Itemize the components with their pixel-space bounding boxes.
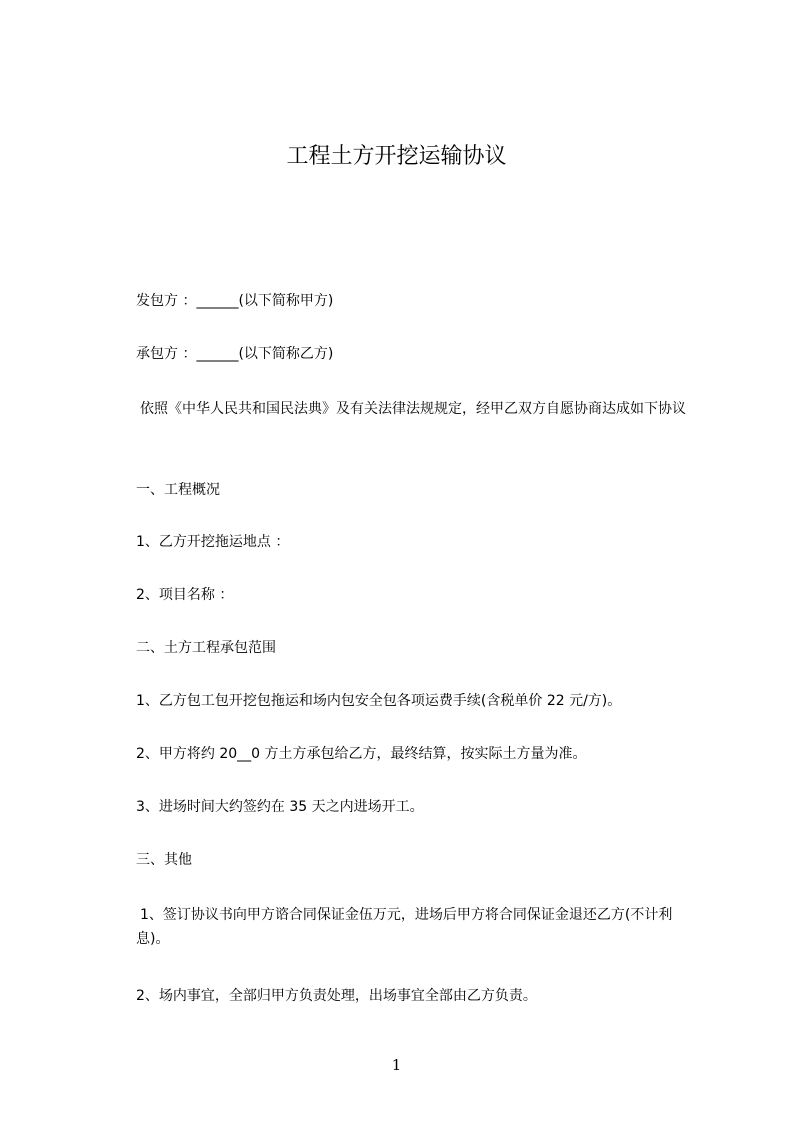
party-b-line: 承包方 ：______(以下简称乙方)	[136, 346, 334, 362]
page-number: 1	[391, 1056, 402, 1074]
party-a-line: 发包方 ：______(以下简称甲方)	[136, 293, 334, 309]
section2-item-1: 1、乙方包工包开挖包拖运和场内包安全包各项运费手续(含税单价 22 元/方)。	[136, 693, 622, 709]
section1-item-1: 1、乙方开挖拖运地点 ：	[136, 534, 290, 550]
section3-heading: 三、其他	[136, 852, 192, 868]
section3-item-2: 2、场内事宜，全部归甲方负责处理，出场事宜全部由乙方负责。	[136, 988, 537, 1004]
section3-item-1: 1、签订协议书向甲方谘合同保证金伍万元，进场后甲方将合同保证金退还乙方(不计利息)。	[136, 907, 673, 947]
intro-paragraph: 依照《中华人民共和国民法典》及有关法律法规规定，经甲乙双方自愿协商达成如下协议	[140, 401, 686, 417]
section2-item-2: 2、甲方将约 20__0 方土方承包给乙方，最终结算，按实际土方量为准。	[136, 746, 587, 762]
section1-heading: 一、工程概况	[136, 482, 220, 498]
document-title: 工程土方开挖运输协议	[286, 144, 507, 169]
section2-item-3: 3、进场时间大约签约在 35 天之内进场开工。	[136, 799, 424, 815]
section2-heading: 二、土方工程承包范围	[136, 640, 276, 656]
section1-item-2: 2、项目名称 ：	[136, 587, 234, 603]
